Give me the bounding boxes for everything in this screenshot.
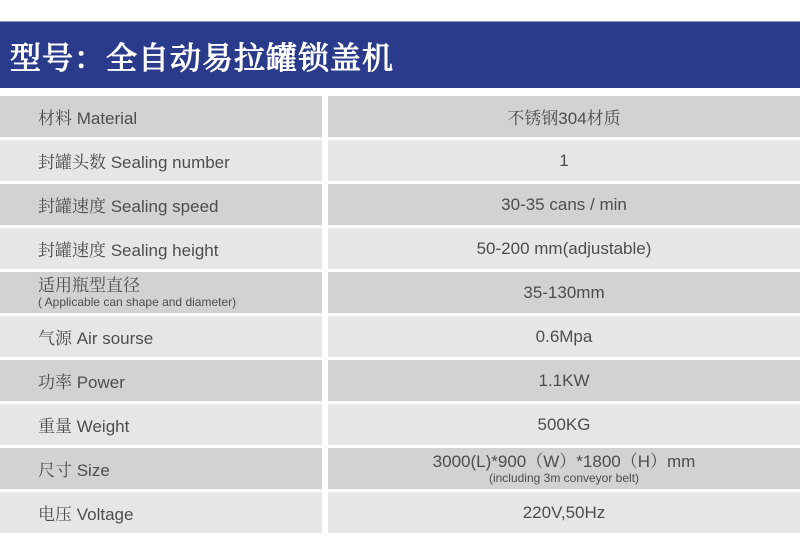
spec-label: 材料 Material bbox=[0, 96, 322, 137]
spec-row-air-source bbox=[0, 316, 800, 357]
spec-value bbox=[328, 448, 800, 489]
spec-row-weight bbox=[0, 404, 800, 445]
spec-value: 0.6Mpa bbox=[328, 316, 800, 357]
spec-value: 30-35 cans / min bbox=[328, 184, 800, 225]
spec-value: 不锈钢304材质 bbox=[328, 96, 800, 137]
spec-label: 气源 Air sourse bbox=[0, 316, 322, 357]
spec-row-sealing-number bbox=[0, 140, 800, 181]
spec-value: 50-200 mm(adjustable) bbox=[328, 228, 800, 269]
spec-row-sealing-speed bbox=[0, 184, 800, 225]
spec-value: 220V,50Hz bbox=[328, 492, 800, 533]
spec-row-can-diameter bbox=[0, 272, 800, 313]
spec-label: 电压 Voltage bbox=[0, 492, 322, 533]
page-title: 型号：全自动易拉罐锁盖机 bbox=[10, 40, 394, 76]
spec-row-power bbox=[0, 360, 800, 401]
spec-value: 500KG bbox=[328, 404, 800, 445]
spec-value-sub: (including 3m conveyor belt) bbox=[488, 471, 640, 485]
spec-label: 重量 Weight bbox=[0, 404, 322, 445]
spec-table bbox=[0, 96, 800, 533]
title-bar bbox=[0, 21, 800, 88]
spec-value: 35-130mm bbox=[328, 272, 800, 313]
spec-label: 尺寸 Size bbox=[0, 448, 322, 489]
spec-label-main: 适用瓶型直径 bbox=[38, 276, 140, 295]
spec-label: 功率 Power bbox=[0, 360, 322, 401]
spec-row-sealing-height bbox=[0, 228, 800, 269]
spec-row-size bbox=[0, 448, 800, 489]
spec-value: 1 bbox=[328, 140, 800, 181]
spec-row-voltage bbox=[0, 492, 800, 533]
spec-value: 1.1KW bbox=[328, 360, 800, 401]
spec-label: 封罐速度 Sealing height bbox=[0, 228, 322, 269]
spec-label: 封罐头数 Sealing number bbox=[0, 140, 322, 181]
spec-value-main: 3000(L)*900（W）*1800（H）mm bbox=[432, 452, 696, 471]
spec-label-sub: ( Applicable can shape and diameter) bbox=[38, 295, 237, 309]
spec-label bbox=[0, 272, 322, 313]
spec-row-material bbox=[0, 96, 800, 137]
spec-label: 封罐速度 Sealing speed bbox=[0, 184, 322, 225]
